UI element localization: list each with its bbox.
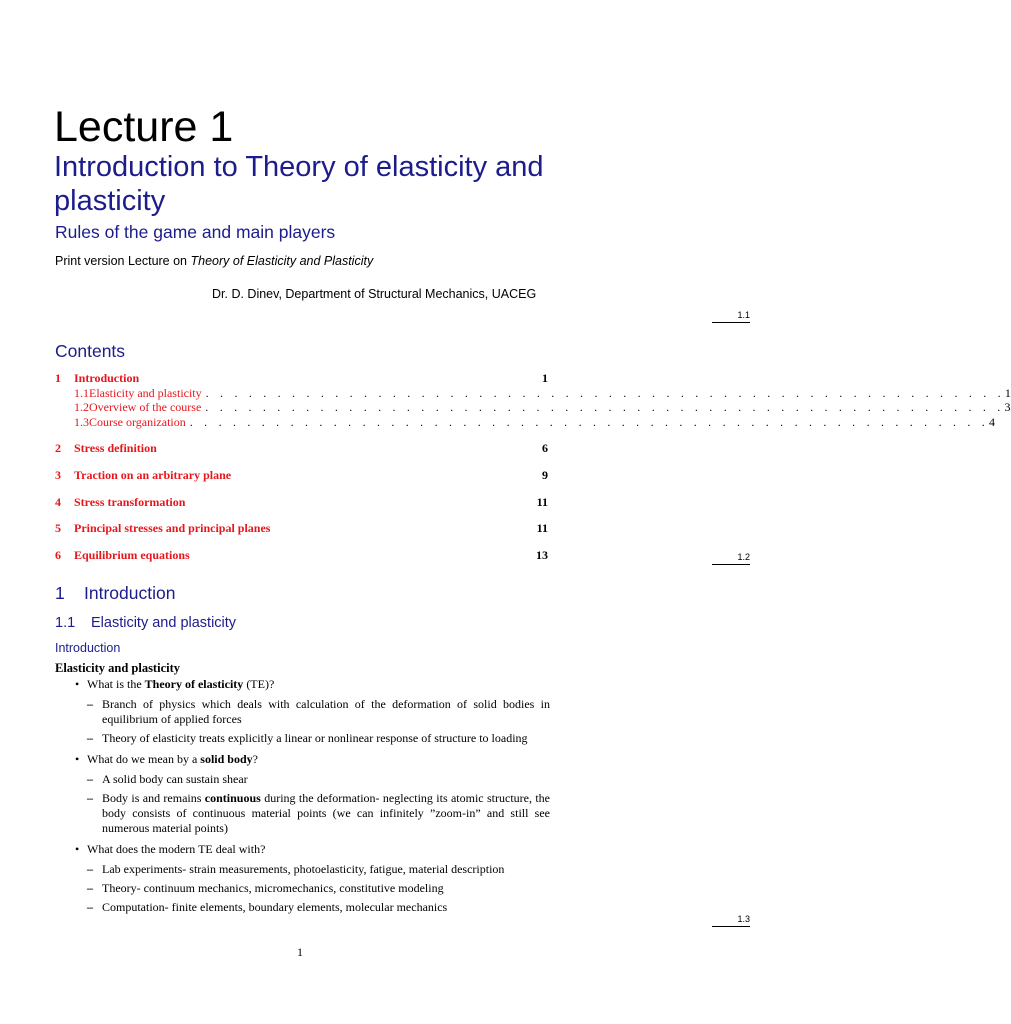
toc-section-number: 5 [55,521,61,535]
toc-section-number: 4 [55,495,61,509]
print-prefix: Print version Lecture on [55,254,191,268]
bullet-item [55,677,550,692]
sub-bullet-item [87,791,550,836]
toc-section-number: 6 [55,548,61,562]
toc-section-title: Traction on an arbitrary plane [74,468,232,482]
toc-section-6[interactable] [55,548,548,563]
author-line: Dr. D. Dinev, Department of Structural Mechanics, UACEG [212,287,537,301]
contents-heading: Contents [55,341,126,361]
toc-subsection-page: 1 [1004,386,1011,400]
text-run: What is the [87,677,145,691]
toc-subsection-number: 1.3 [74,415,89,429]
toc-subsection-number: 1.2 [74,400,89,414]
slide-marker-1-3 [712,914,750,939]
toc-leader-dots: . . . . . . . . . . . . . . . . . . . . . . . . . . . . . . . . . . . . . . . . . . . . . . . . . . . . . . . . [189,415,989,429]
toc-subsection-page: 4 [988,415,995,429]
bold-term: continuous [204,791,261,805]
bullet-question [87,677,550,692]
toc-subsection-title: Course organization [89,415,186,429]
toc-leader-dots: . . . . . . . . . . . . . . . . . . . . . . . . . . . . . . . . . . . . . . . . . . . . . . . . . . . . . . . . [205,400,1005,414]
subsection-number: 1.1 [55,615,76,631]
toc-subsection-title: Overview of the course [89,400,202,414]
toc-subsection-1-3[interactable] [74,415,995,430]
toc-section-page: 1 [542,371,548,385]
slide-marker-label: 1.1 [737,310,750,320]
toc-section-title: Principal stresses and principal planes [74,521,271,535]
toc-subsection-page: 3 [1004,400,1011,414]
text-run: during the deformation- neglecting its atomic structure, the body consists of continuous material points (we can infinitely ”zoom-in” and still see numerous material points) [102,791,551,835]
bullet-question [87,752,550,767]
toc-section-2[interactable] [55,441,548,456]
toc-section-number: 2 [55,441,61,455]
bullet-question: • What does the modern TE deal with? [87,842,266,856]
sub-bullet-item: – Computation- finite elements, boundary elements, molecular mechanics [87,900,550,915]
bullet-item [55,842,550,857]
toc-section-page: 9 [542,468,548,482]
toc-section-page: 13 [536,548,548,562]
toc-section-3[interactable] [55,468,548,483]
lecture-subsubtitle: Rules of the game and main players [55,222,336,242]
toc-subsection-1-2[interactable] [74,400,1011,415]
lecture-title: Lecture 1 [54,103,234,151]
bold-term: solid body [200,752,253,766]
toc-section-page: 6 [542,441,548,455]
section-number: 1 [55,583,65,603]
bold-term: Theory of elasticity [144,677,244,691]
block-title: Elasticity and plasticity [55,661,181,675]
bullet-item [55,752,550,767]
toc-section-number: 3 [55,468,61,482]
subsection-heading [55,614,236,633]
toc-section-1[interactable] [55,371,548,386]
text-run: ? [252,752,258,766]
text-run: What do we mean by a [87,752,201,766]
toc-section-page: 11 [536,521,548,535]
lecture-subtitle: Introduction to Theory of elasticity and plasticity [54,151,544,217]
toc-subsection-title: Elasticity and plasticity [89,386,202,400]
toc-section-page: 11 [536,495,548,509]
toc-section-title: Stress transformation [74,495,186,509]
toc-subsection-1-1[interactable] [74,386,1011,401]
slide-marker-label: 1.3 [737,914,750,924]
toc-section-title: Equilibrium equations [74,548,190,562]
print-course-name: Theory of Elasticity and Plasticity [190,254,374,268]
toc-section-title: Introduction [74,371,140,385]
page-number: 1 [297,945,303,959]
slide-marker-label: 1.2 [737,552,750,562]
section-title: Introduction [84,583,176,603]
toc-subsection-number: 1.1 [74,386,89,400]
frame-title: Introduction [55,641,121,655]
toc-section-4[interactable] [55,495,548,510]
toc-section-title: Stress definition [74,441,157,455]
print-version-line [55,253,373,269]
sub-bullet-item: – Theory- continuum mechanics, micromechanics, constitutive modeling [87,881,550,896]
slide-marker-1-2 [712,552,750,577]
text-run: Body is and remains [102,791,205,805]
toc-section-5[interactable] [55,521,548,536]
bullet-list [55,677,550,919]
slide-marker-1-1 [712,310,750,335]
sub-bullet-item: – Theory of elasticity treats explicitly a linear or nonlinear response of structure to loading [87,731,550,746]
text-run: (TE)? [243,677,275,691]
sub-bullet-item: – Branch of physics which deals with calculation of the deformation of solid bodies in equilibrium of applied forces [87,697,550,727]
toc-leader-dots: . . . . . . . . . . . . . . . . . . . . . . . . . . . . . . . . . . . . . . . . . . . . . . . . . . . . . . . . [205,386,1005,400]
toc-section-number: 1 [55,371,61,385]
section-heading [55,582,175,604]
sub-bullet-item: – Lab experiments- strain measurements, photoelasticity, fatigue, material description [87,862,550,877]
sub-bullet-item: – A solid body can sustain shear [87,772,550,787]
subsection-title: Elasticity and plasticity [91,615,237,631]
